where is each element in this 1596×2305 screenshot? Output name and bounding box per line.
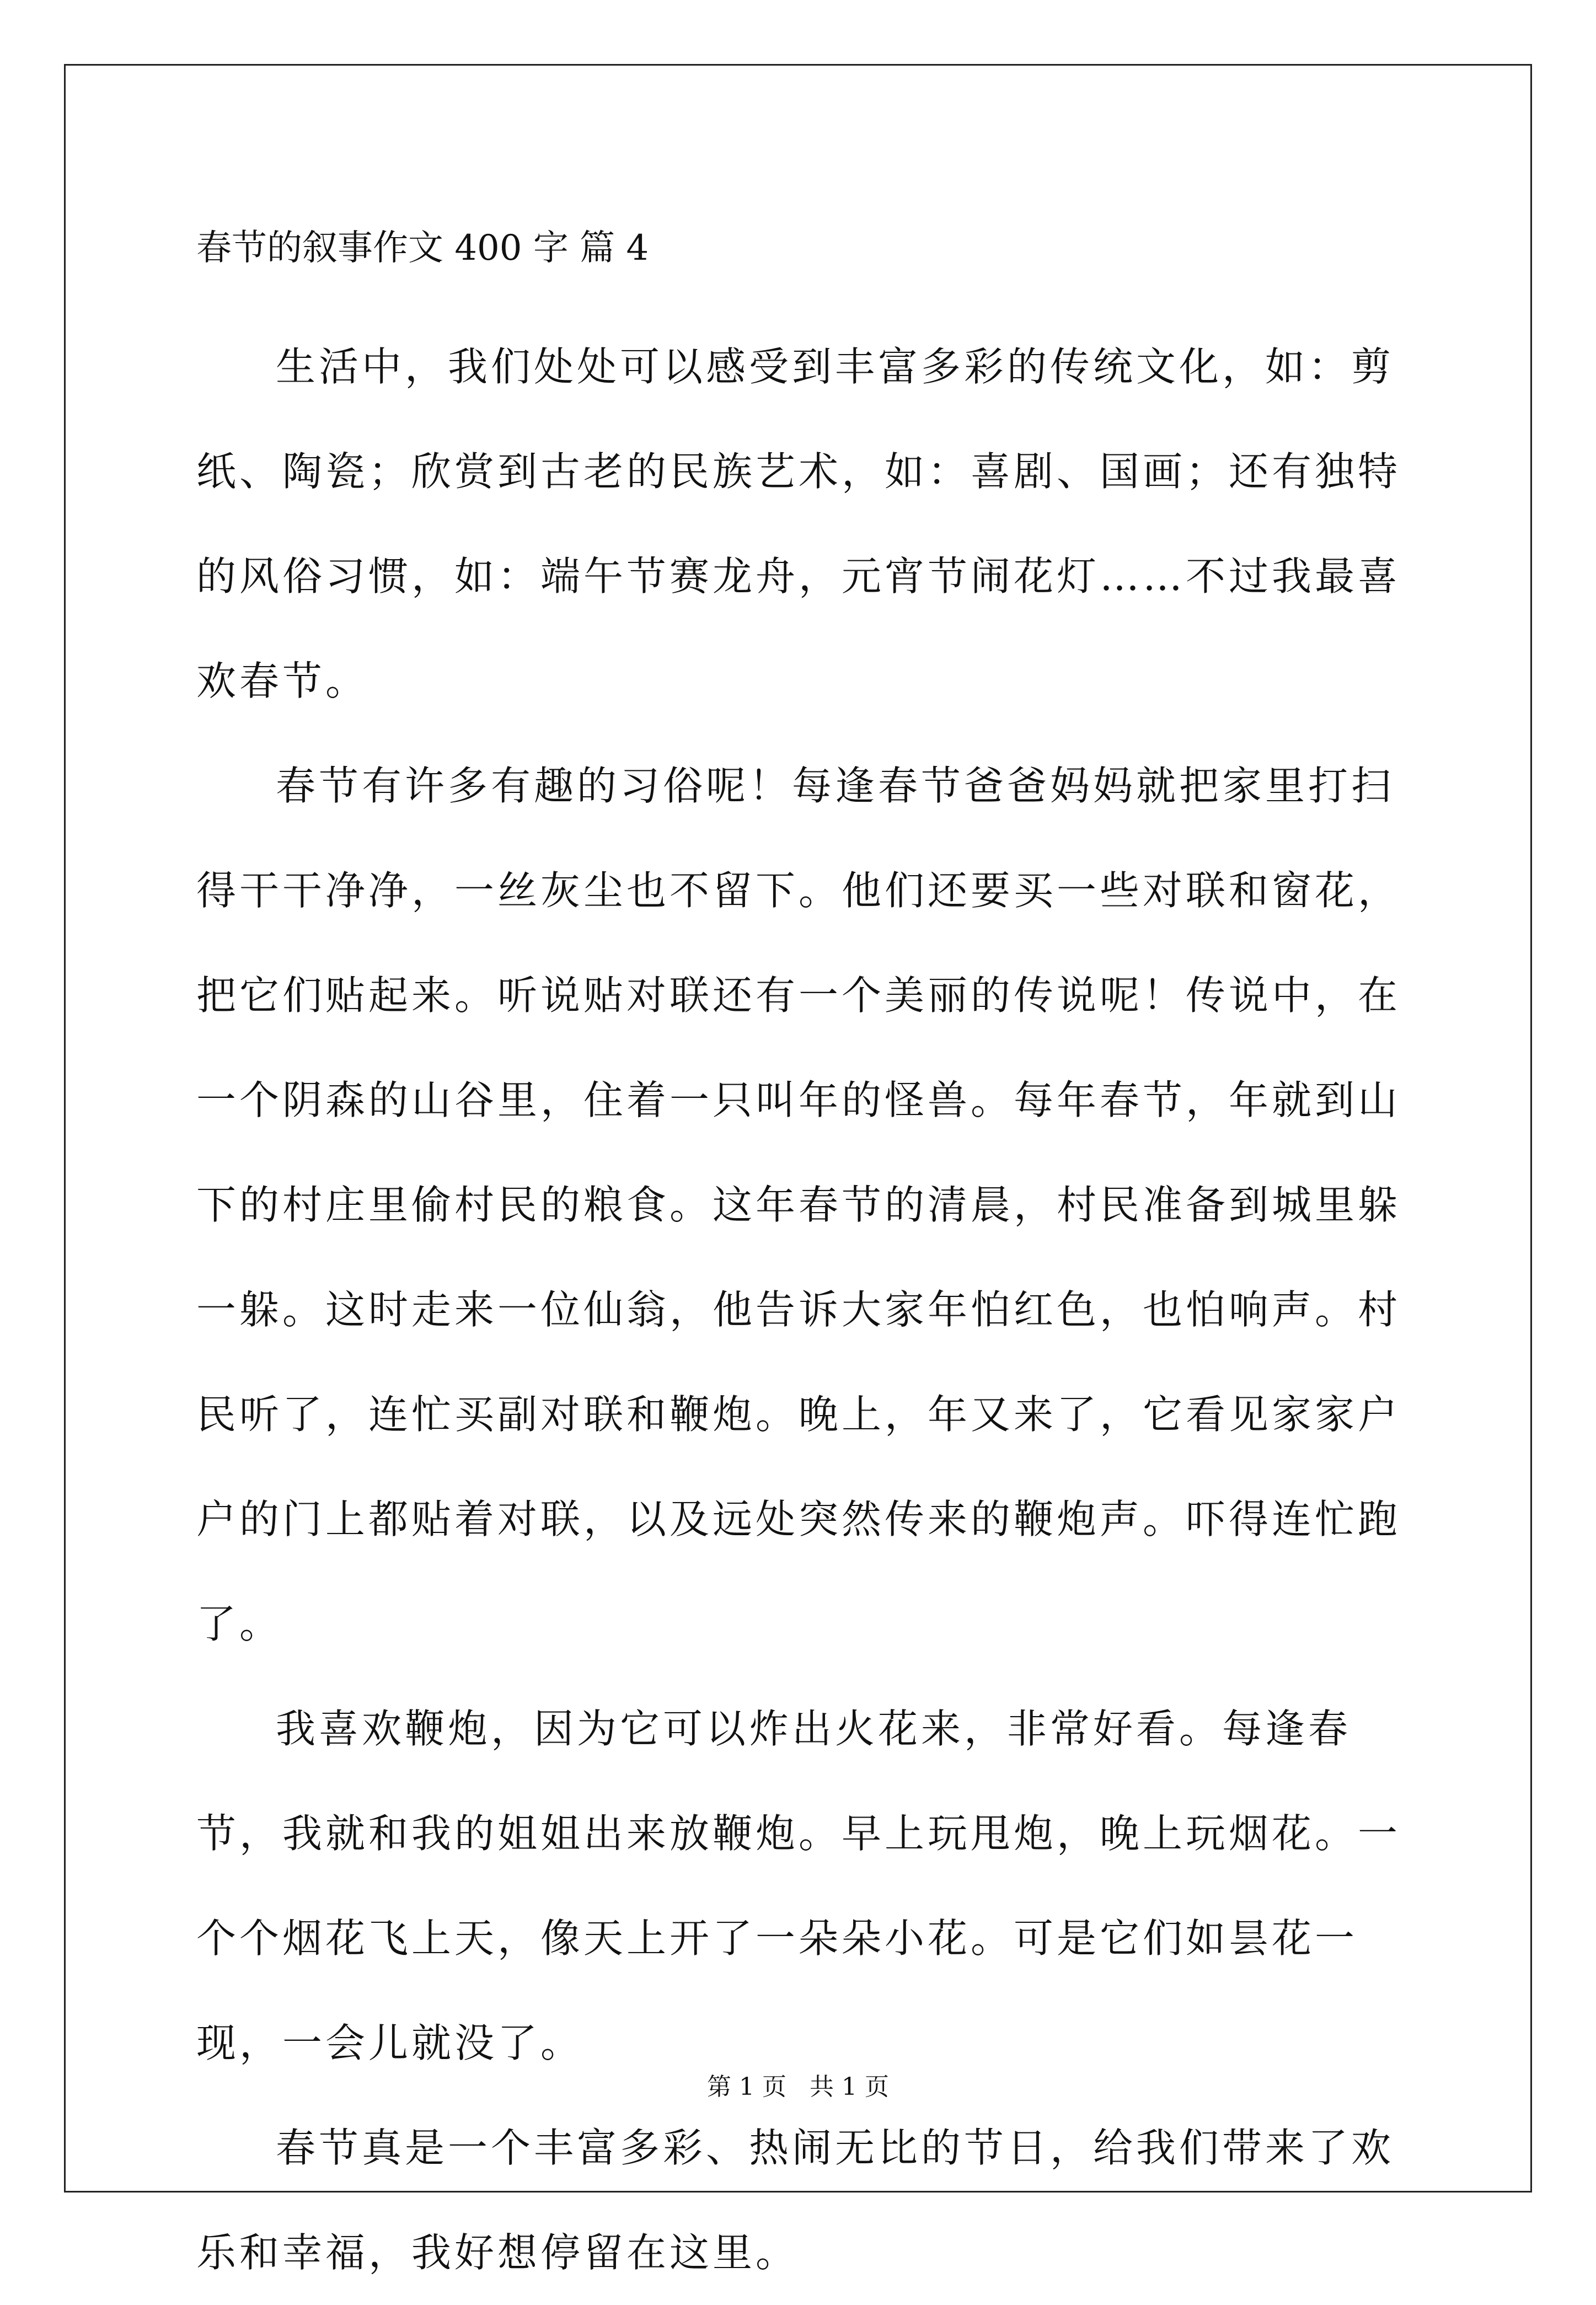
paragraph-3: 我喜欢鞭炮，因为它可以炸出火花来，非常好看。每逢春节，我就和我的姐姐出来放鞭炮。早上玩甩炮，晚上玩烟花。一个个烟花飞上天，像天上开了一朵朵小花。可是它们如昙花一现，一会儿就没了。 xyxy=(196,1706,1401,2066)
document-body xyxy=(196,215,1415,2305)
document-title: 春节的叙事作文 400 字 篇 4 xyxy=(196,228,649,269)
paragraph-4: 春节真是一个丰富多彩、热闹无比的节日，给我们带来了欢乐和幸福，我好想停留在这里。 xyxy=(196,2125,1395,2276)
paragraph-1: 生活中，我们处处可以感受到丰富多彩的传统文化，如：剪纸、陶瓷；欣赏到古老的民族艺术，如：喜剧、国画；还有独特的风俗习惯，如：端午节赛龙舟，元宵节闹花灯……不过我最喜欢春节。 xyxy=(196,344,1401,704)
paragraph-2: 春节有许多有趣的习俗呢！每逢春节爸爸妈妈就把家里打扫得干干净净，一丝灰尘也不留下。他们还要买一些对联和窗花，把它们贴起来。听说贴对联还有一个美丽的传说呢！传说中，在一个阴森的山谷里，住着一只叫年的怪兽。每年春节，年就到山下的村庄里偷村民的粮食。这年春节的清晨，村民准备到城里躲一躲。这时走来一位仙翁，他告诉大家年怕红色，也怕响声。村民听了，连忙买副对联和鞭炮。晚上，年又来了，它看见家家户户的门上都贴着对联，以及远处突然传来的鞭炮声。吓得连忙跑了。 xyxy=(196,763,1401,1647)
page-footer: 第 1 页 共 1 页 xyxy=(707,2073,889,2101)
